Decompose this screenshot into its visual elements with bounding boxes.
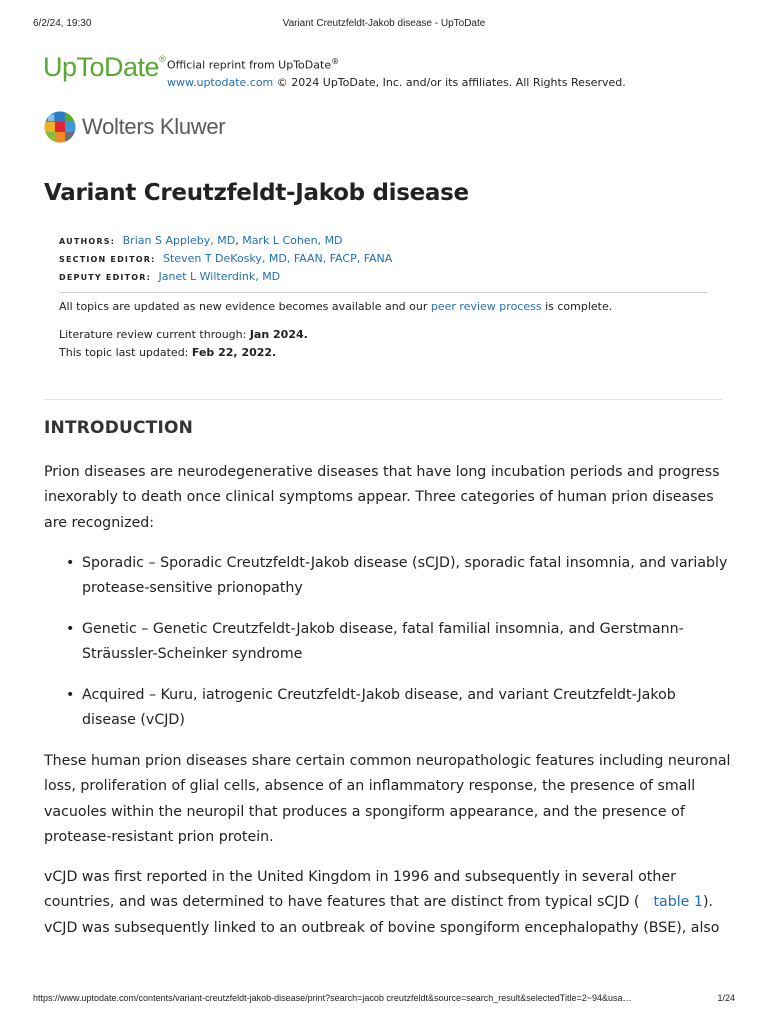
list-item: [44, 551, 734, 602]
uptodate-site-link[interactable]: www.uptodate.com: [167, 75, 274, 89]
print-url: https://www.uptodate.com/contents/variant-creutzfeldt-jakob-disease/print?search=jacob creutzfeldt&source=search_result&selectedTitle=2~94&usa…: [33, 993, 632, 1003]
deputy-editor-label: DEPUTY EDITOR:: [59, 273, 151, 282]
bullet-icon: •: [66, 686, 75, 703]
topic-contributors: [59, 232, 392, 286]
authors-row: [59, 232, 392, 250]
lit-review-label: Literature review current through:: [59, 328, 250, 341]
last-updated-label: This topic last updated:: [59, 346, 192, 359]
uptodate-logo[interactable]: [43, 52, 165, 83]
list-item-text: Acquired – Kuru, iatrogenic Creutzfeldt-Jakob disease, and variant Creutzfeldt-Jakob disease (vCJD): [82, 686, 676, 729]
authors-label: AUTHORS:: [59, 237, 116, 246]
prion-categories-list: [44, 551, 734, 748]
bullet-icon: •: [66, 620, 75, 637]
review-dates: [59, 326, 308, 362]
reprint-mark: ®: [331, 57, 340, 66]
intro-paragraph-2: These human prion diseases share certain common neuropathologic features including neuronal loss, proliferation of glial cells, absence of an inflammatory response, the presence of small vacuoles within the neuropil that produces a spongiform appearance, and the presence of protease-resistant prion protein.: [44, 753, 731, 846]
topic-title: Variant Creutzfeldt-Jakob disease: [44, 180, 469, 206]
uptodate-logo-text: UpToDate: [43, 52, 160, 82]
section-divider: [44, 399, 722, 400]
lit-review-date: Jan 2024.: [249, 328, 308, 341]
wolters-kluwer-logo: [44, 111, 225, 143]
meta-divider: [59, 292, 707, 293]
page-number: 1/24: [717, 993, 735, 1003]
last-updated-date: Feb 22, 2022.: [191, 346, 277, 359]
section-editor-link[interactable]: Steven T DeKosky, MD, FAAN, FACP, FANA: [163, 252, 393, 265]
intro-paragraph-1: Prion diseases are neurodegenerative diseases that have long incubation periods and progress inexorably to death once clinical symptoms appear. Three categories of human prion diseases are recognized:: [44, 464, 720, 531]
author-separator: ,: [235, 234, 243, 247]
publisher-name: Wolters Kluwer: [82, 114, 226, 139]
list-item: [44, 617, 734, 668]
deputy-editor-row: [59, 268, 392, 286]
section-editor-label: SECTION EDITOR:: [59, 255, 156, 264]
para3-post: ). vCJD was subsequently linked to an outbreak of bovine spongiform encephalopathy (BSE), also: [44, 894, 720, 936]
print-doc-title: Variant Creutzfeldt-Jakob disease - UpToDate: [282, 18, 486, 29]
list-item-text: Genetic – Genetic Creutzfeldt-Jakob disease, fatal familial insomnia, and Gerstmann-Sträussler-Scheinker syndrome: [82, 620, 684, 663]
peer-review-link[interactable]: peer review process: [430, 300, 542, 313]
reprint-notice: [167, 53, 626, 91]
copyright-text: © 2024 UpToDate, Inc. and/or its affiliates. All Rights Reserved.: [273, 75, 626, 89]
table-1-link[interactable]: table 1: [653, 894, 703, 911]
author-link-cohen[interactable]: Mark L Cohen, MD: [242, 234, 343, 247]
list-item-text: Sporadic – Sporadic Creutzfeldt-Jakob disease (sCJD), sporadic fatal insomnia, and variably protease-sensitive prionopathy: [82, 555, 728, 597]
list-item: [44, 683, 734, 734]
print-datetime: 6/2/24, 19:30: [33, 18, 92, 29]
update-note: [59, 300, 612, 313]
para3-pre: vCJD was first reported in the United Kingdom in 1996 and subsequently in several other countries, and was determined to have features that are distinct from typical sCJD (: [44, 869, 676, 911]
deputy-editor-link[interactable]: Janet L Wilterdink, MD: [158, 270, 281, 283]
bullet-icon: •: [66, 555, 75, 571]
section-editor-row: [59, 250, 392, 268]
update-note-post: is complete.: [541, 300, 613, 313]
intro-paragraph-3: [44, 865, 734, 941]
registered-mark: ®: [159, 54, 166, 64]
print-header: [33, 18, 735, 32]
update-note-pre: All topics are updated as new evidence becomes available and our: [59, 300, 431, 313]
wolters-kluwer-mark-icon: [44, 111, 76, 143]
reprint-text: Official reprint from UpToDate: [167, 58, 332, 72]
section-heading-introduction: INTRODUCTION: [44, 418, 194, 438]
author-link-appleby[interactable]: Brian S Appleby, MD: [122, 234, 236, 247]
print-footer: [33, 993, 735, 1007]
